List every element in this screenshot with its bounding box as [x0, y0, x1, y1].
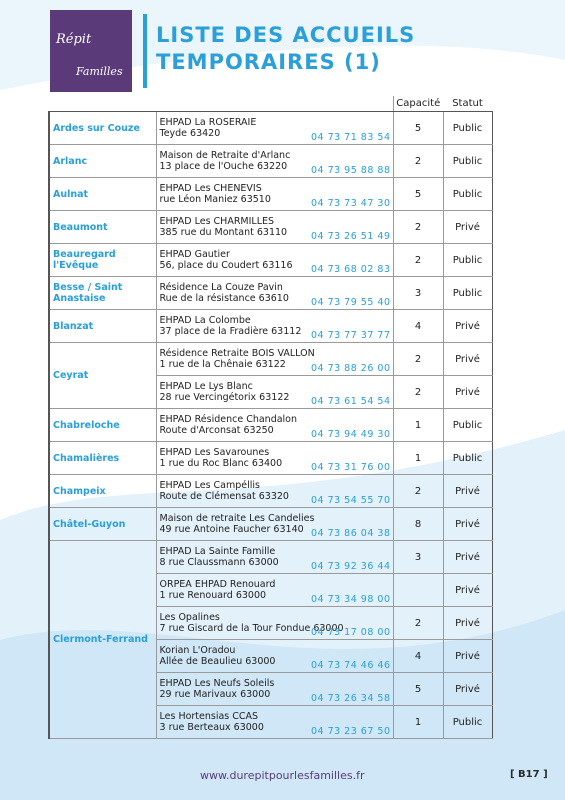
- establishment-name: Maison de retraite Les Candelies: [159, 513, 315, 524]
- status-value: Privé: [443, 475, 492, 508]
- logo: [50, 10, 132, 92]
- establishment-address: Teyde 63420: [159, 128, 221, 139]
- header-status: Statut: [443, 96, 492, 112]
- phone-number: 04 73 77 37 77: [310, 330, 391, 341]
- establishment-address: 29 rue Marivaux 63000: [159, 689, 271, 700]
- establishment-address: 1 rue de la Chênaie 63122: [159, 359, 286, 370]
- capacity-value: 2: [393, 211, 443, 244]
- capacity-value: 4: [393, 310, 443, 343]
- establishment-address: Rue de la résistance 63610: [159, 293, 289, 304]
- establishment-address: 3 rue Berteaux 63000: [159, 722, 264, 733]
- establishment-address: 56, place du Coudert 63116: [159, 260, 293, 271]
- establishment-cell: [156, 541, 393, 574]
- city-name: Besse / Saint Anastaise: [49, 277, 156, 310]
- establishment-cell: [156, 607, 393, 640]
- page-title: [156, 22, 415, 76]
- city-name: Châtel-Guyon: [49, 508, 156, 541]
- city-name: Beaumont: [49, 211, 156, 244]
- establishment-name: Maison de Retraite d'Arlanc: [159, 150, 291, 161]
- establishment-address: 13 place de l'Ouche 63220: [159, 161, 288, 172]
- table-body: [49, 112, 492, 739]
- establishment-cell: [156, 178, 393, 211]
- header-establishment: [156, 96, 393, 112]
- establishment-address: 28 rue Vercingétorix 63122: [159, 392, 290, 403]
- status-value: Privé: [443, 310, 492, 343]
- accueils-table: [48, 96, 493, 739]
- table-header-row: [49, 96, 492, 112]
- establishment-cell: [156, 244, 393, 277]
- status-value: Privé: [443, 574, 492, 607]
- title-line: LISTE DES ACCUEILS: [156, 23, 416, 47]
- phone-number: 04 73 26 34 58: [310, 693, 391, 704]
- establishment-address: 385 rue du Montant 63110: [159, 227, 288, 238]
- city-name: Chamalières: [49, 442, 156, 475]
- capacity-value: 1: [393, 706, 443, 739]
- status-value: Public: [443, 442, 492, 475]
- capacity-value: 2: [393, 376, 443, 409]
- establishment-address: Allée de Beaulieu 63000: [159, 656, 276, 667]
- status-value: Privé: [443, 607, 492, 640]
- title-line: TEMPORAIRES (1): [156, 50, 381, 74]
- status-value: Public: [443, 409, 492, 442]
- establishment-address: 7 rue Giscard de la Tour Fondue 63000: [159, 623, 344, 634]
- phone-number: 04 73 74 46 46: [310, 660, 391, 671]
- table-row: [49, 244, 492, 277]
- establishment-name: Les Opalines: [159, 612, 220, 623]
- phone-number: 04 73 31 76 00: [310, 462, 391, 473]
- establishment-cell: [156, 376, 393, 409]
- table-row: [49, 442, 492, 475]
- establishment-address: 37 place de la Fradière 63112: [159, 326, 302, 337]
- establishment-cell: [156, 673, 393, 706]
- city-name: Aulnat: [49, 178, 156, 211]
- table-row: [49, 343, 492, 376]
- phone-number: 04 73 34 98 00: [310, 594, 391, 605]
- city-name: Beauregard l'Evêque: [49, 244, 156, 277]
- status-value: Public: [443, 145, 492, 178]
- establishment-name: EHPAD La Colombe: [159, 315, 251, 326]
- phone-number: 04 73 92 36 44: [310, 561, 391, 572]
- title-accent-bar: [143, 14, 147, 88]
- establishment-address: 1 rue Renouard 63000: [159, 590, 267, 601]
- capacity-value: 5: [393, 178, 443, 211]
- status-value: Public: [443, 706, 492, 739]
- capacity-value: 5: [393, 112, 443, 145]
- establishment-cell: [156, 574, 393, 607]
- status-value: Privé: [443, 508, 492, 541]
- phone-number: 04 73 79 55 40: [310, 297, 391, 308]
- establishment-name: Les Hortensias CCAS: [159, 711, 259, 722]
- establishment-name: EHPAD La Sainte Famille: [159, 546, 276, 557]
- establishment-name: EHPAD Les Campéllis: [159, 480, 260, 491]
- page-number: [ B17 ]: [510, 769, 548, 780]
- phone-number: 04 73 95 88 88: [310, 165, 391, 176]
- establishment-cell: [156, 211, 393, 244]
- table-row: [49, 277, 492, 310]
- establishment-cell: [156, 475, 393, 508]
- status-value: Privé: [443, 673, 492, 706]
- establishment-cell: [156, 310, 393, 343]
- establishment-address: 8 rue Claussmann 63000: [159, 557, 279, 568]
- establishment-cell: [156, 508, 393, 541]
- establishment-cell: [156, 112, 393, 145]
- capacity-value: 2: [393, 475, 443, 508]
- establishment-address: Route d'Arconsat 63250: [159, 425, 274, 436]
- table-row: [49, 541, 492, 574]
- table-row: [49, 178, 492, 211]
- phone-number: 04 73 17 08 00: [310, 627, 391, 638]
- phone-number: 04 73 71 83 54: [310, 132, 391, 143]
- capacity-value: 2: [393, 244, 443, 277]
- status-value: Privé: [443, 343, 492, 376]
- table-row: [49, 409, 492, 442]
- capacity-value: 4: [393, 640, 443, 673]
- establishment-cell: [156, 706, 393, 739]
- establishment-cell: [156, 409, 393, 442]
- establishment-name: EHPAD Résidence Chandalon: [159, 414, 298, 425]
- table-row: [49, 112, 492, 145]
- establishment-name: EHPAD Les Savarounes: [159, 447, 270, 458]
- establishment-name: EHPAD La ROSERAIE: [159, 117, 257, 128]
- capacity-value: 2: [393, 145, 443, 178]
- establishment-name: EHPAD Gautier: [159, 249, 230, 260]
- capacity-value: 1: [393, 442, 443, 475]
- phone-number: 04 73 94 49 30: [310, 429, 391, 440]
- establishment-cell: [156, 343, 393, 376]
- phone-number: 04 73 26 51 49: [310, 231, 391, 242]
- city-name: Ceyrat: [49, 343, 156, 409]
- capacity-value: 3: [393, 541, 443, 574]
- establishment-name: EHPAD Les Neufs Soleils: [159, 678, 275, 689]
- establishment-cell: [156, 145, 393, 178]
- phone-number: 04 73 68 02 83: [310, 264, 391, 275]
- establishment-address: 1 rue du Roc Blanc 63400: [159, 458, 283, 469]
- capacity-value: 2: [393, 343, 443, 376]
- phone-number: 04 73 23 67 50: [310, 726, 391, 737]
- establishment-name: EHPAD Le Lys Blanc: [159, 381, 253, 392]
- status-value: Public: [443, 178, 492, 211]
- capacity-value: 3: [393, 277, 443, 310]
- establishment-name: EHPAD Les CHARMILLES: [159, 216, 275, 227]
- establishment-cell: [156, 442, 393, 475]
- capacity-value: 8: [393, 508, 443, 541]
- establishment-address: Route de Clémensat 63320: [159, 491, 289, 502]
- establishment-cell: [156, 640, 393, 673]
- city-name: Arlanc: [49, 145, 156, 178]
- city-name: Blanzat: [49, 310, 156, 343]
- logo-text: Répit: [56, 32, 92, 47]
- status-value: Privé: [443, 376, 492, 409]
- capacity-value: 5: [393, 673, 443, 706]
- status-value: Public: [443, 244, 492, 277]
- establishment-name: ORPEA EHPAD Renouard: [159, 579, 276, 590]
- status-value: Public: [443, 112, 492, 145]
- phone-number: 04 73 73 47 30: [310, 198, 391, 209]
- header-capacity: Capacité: [393, 96, 443, 112]
- status-value: Privé: [443, 640, 492, 673]
- table-row: [49, 310, 492, 343]
- logo-text: Familles: [76, 65, 123, 78]
- table-row: [49, 211, 492, 244]
- establishment-name: EHPAD Les CHENEVIS: [159, 183, 262, 194]
- footer-url-link[interactable]: www.durepitpourlesfamilles.fr: [200, 769, 365, 782]
- establishment-name: Korian L'Oradou: [159, 645, 236, 656]
- city-name: Champeix: [49, 475, 156, 508]
- city-name: Ardes sur Couze: [49, 112, 156, 145]
- establishment-address: rue Léon Maniez 63510: [159, 194, 271, 205]
- phone-number: 04 73 88 26 00: [310, 363, 391, 374]
- city-name: Chabreloche: [49, 409, 156, 442]
- table-row: [49, 475, 492, 508]
- status-value: Public: [443, 277, 492, 310]
- table-row: [49, 145, 492, 178]
- table-row: [49, 508, 492, 541]
- phone-number: 04 73 54 55 70: [310, 495, 391, 506]
- capacity-value: 2: [393, 607, 443, 640]
- city-name: Clermont-Ferrand: [49, 541, 156, 739]
- capacity-value: [393, 574, 443, 607]
- establishment-cell: [156, 277, 393, 310]
- establishment-address: 49 rue Antoine Faucher 63140: [159, 524, 304, 535]
- establishment-name: Résidence La Couze Pavin: [159, 282, 283, 293]
- phone-number: 04 73 86 04 38: [310, 528, 391, 539]
- capacity-value: 1: [393, 409, 443, 442]
- phone-number: 04 73 61 54 54: [310, 396, 391, 407]
- establishment-name: Résidence Retraite BOIS VALLON: [159, 348, 315, 359]
- header-city: [49, 96, 156, 112]
- status-value: Privé: [443, 211, 492, 244]
- status-value: Privé: [443, 541, 492, 574]
